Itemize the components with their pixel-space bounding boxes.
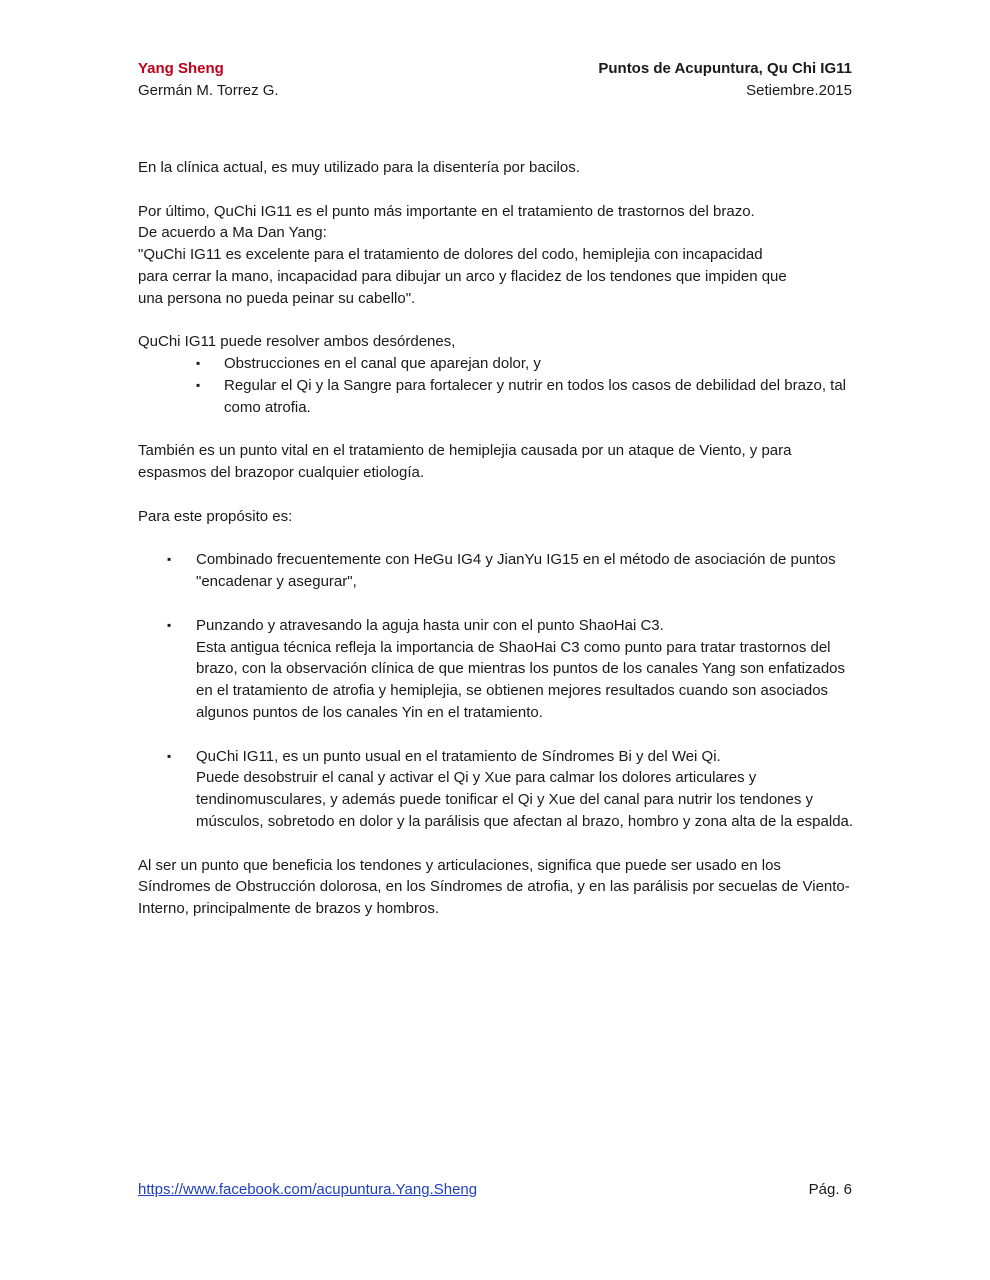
quote-line: una persona no pueda peinar su cabello".: [138, 289, 416, 307]
facebook-link[interactable]: https://www.facebook.com/acupuntura.Yang.Sheng: [138, 1181, 478, 1198]
purpose-list: [138, 549, 854, 832]
paragraph: Para este propósito es:: [138, 507, 293, 525]
list-item-text: ▪ Combinado frecuentemente con HeGu IG4 y JianYu IG15 en el método de asociación de puntos "encadenar y asegurar",: [196, 551, 836, 591]
paragraph: QuChi IG11 puede resolver ambos desórdenes,: [138, 333, 456, 351]
list-item: [196, 615, 854, 724]
disorders-list: [138, 353, 854, 418]
page-number: Pág. 6: [808, 1181, 852, 1198]
quote-line: para cerrar la mano, incapacidad para dibujar un arco y flacidez de los tendones que impiden que: [138, 267, 787, 285]
author-name: Germán M. Torrez G.: [138, 82, 279, 99]
paragraph: Por último, QuChi IG11 es el punto más importante en el tratamiento de trastornos del brazo.: [138, 202, 755, 220]
page-footer: [138, 1179, 852, 1201]
list-item: [196, 549, 854, 593]
list-item-text: ▪ Punzando y atravesando la aguja hasta unir con el punto ShaoHai C3.: [196, 616, 664, 634]
list-item-text: ▪ QuChi IG11, es un punto usual en el tratamiento de Síndromes Bi y del Wei Qi.: [196, 747, 721, 765]
page-header: [138, 58, 852, 102]
paragraph: En la clínica actual, es muy utilizado para la disentería por bacilos.: [138, 159, 580, 176]
document-body: [138, 157, 854, 920]
brand-name: Yang Sheng: [138, 60, 224, 77]
paragraph: Al ser un punto que beneficia los tendones y articulaciones, significa que puede ser usado en los Síndromes de Obstrucción dolorosa, en los Síndromes de atrofia, y en las parálisis por secuelas de Viento-Interno, principalmente de brazos y hombros.: [138, 856, 850, 918]
list-item: [196, 746, 854, 833]
quote-line: "QuChi IG11 es excelente para el tratamiento de dolores del codo, hemiplejia con incapacidad: [138, 246, 763, 264]
list-item: ▪ Regular el Qi y la Sangre para fortalecer y nutrir en todos los casos de debilidad del brazo, tal como atrofia.: [224, 375, 854, 419]
list-item-detail: Puede desobstruir el canal y activar el Qi y Xue para calmar los dolores articulares y tendinomusculares, y además puede tonificar el Qi y Xue del canal para nutrir los tendones y músculos, sobretodo en dolor y la parálisis que afectan al brazo, hombro y zona alta de la espalda.: [196, 769, 854, 830]
paragraph: También es un punto vital en el tratamiento de hemiplejia causada por un ataque de Viento, y para espasmos del brazopor cualquier etiología.: [138, 442, 792, 482]
document-date: Setiembre.2015: [746, 82, 852, 99]
document-title: Puntos de Acupuntura, Qu Chi IG11: [598, 60, 852, 77]
paragraph: De acuerdo a Ma Dan Yang:: [138, 224, 327, 242]
list-item-detail: Esta antigua técnica refleja la importancia de ShaoHai C3 como punto para tratar trastornos del brazo, con la observación clínica de que mientras los puntos de los canales Yang son enfatizados en el tratamiento de atrofia y hemiplejia, se obtienen mejores resultados cuando son asociados algunos puntos de los canales Yin en el tratamiento.: [196, 638, 846, 721]
list-item: ▪ Obstrucciones en el canal que aparejan dolor, y: [224, 353, 854, 375]
